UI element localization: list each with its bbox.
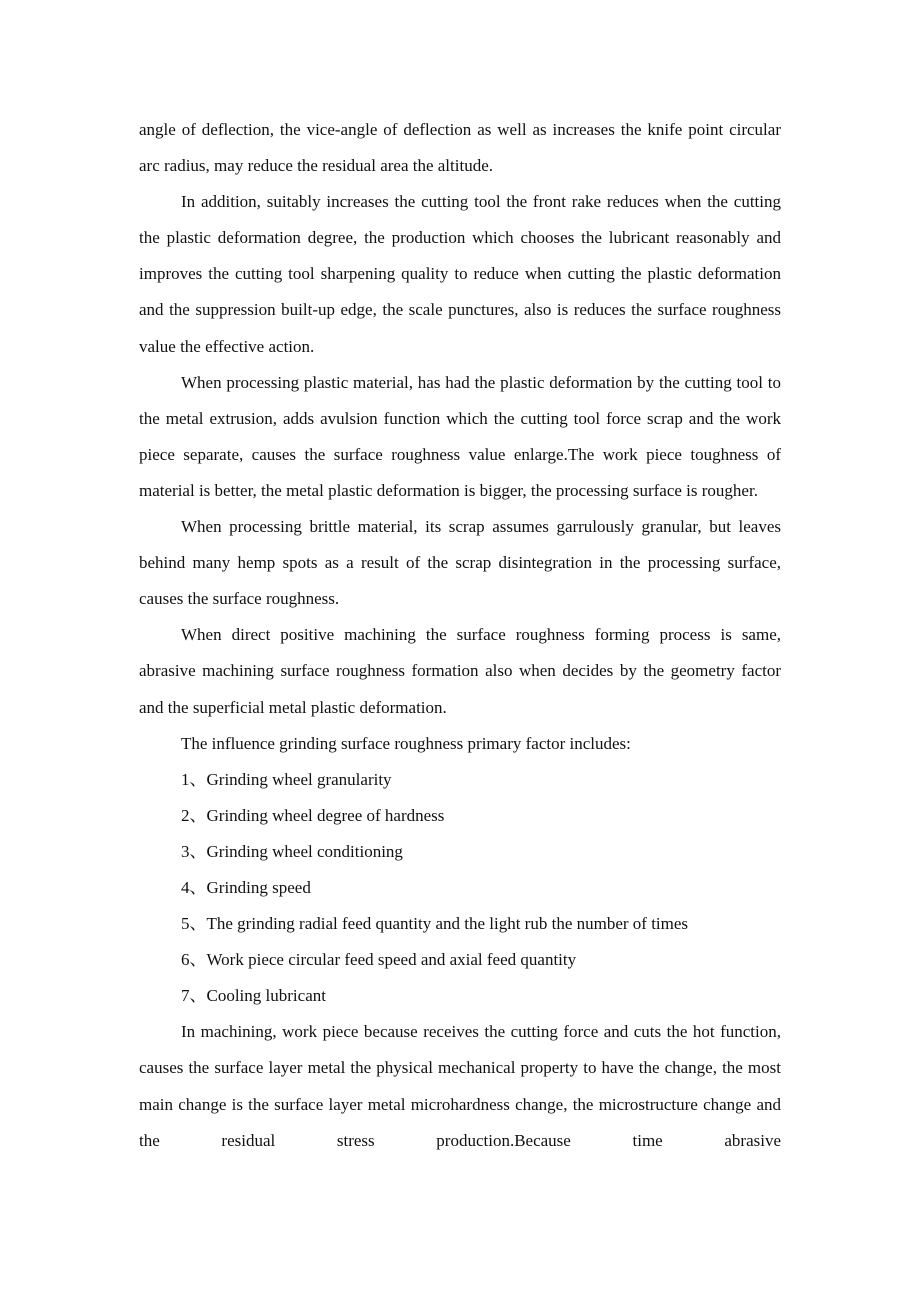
paragraph-plastic-material: When processing plastic material, has had the plastic deformation by the cutting tool to the metal extrusion, adds avulsion function which the cutting tool force scrap and the work piece separate, causes the surface roughness value enlarge.The work piece toughness of material is better, the metal plastic deformation is bigger, the processing surface is rougher. xyxy=(139,372,781,500)
list-item: 3、Grinding wheel conditioning xyxy=(181,841,403,861)
paragraph-continuation: angle of deflection, the vice-angle of deflection as well as increases the knife point circular arc radius, may reduce the residual area the altitude. xyxy=(139,120,781,176)
list-item: 1、Grinding wheel granularity xyxy=(181,769,392,789)
paragraph-abrasive-machining: When direct positive machining the surface roughness forming process is same, abrasive machining surface roughness formation also when decides by the geometry factor and the superficial metal plastic deformation. xyxy=(139,625,781,717)
paragraph-surface-layer-change: In machining, work piece because receives the cutting force and cuts the hot function, causes the surface layer metal the physical mechanical property to have the change, the most main change is the surface layer metal microhardness change, the microstructure change and the residual stress production.Because time abrasive xyxy=(139,1022,781,1150)
list-item: 5、The grinding radial feed quantity and the light rub the number of times xyxy=(181,914,689,934)
list-item: 2、Grinding wheel degree of hardness xyxy=(181,805,445,825)
grinding-factors-list xyxy=(139,762,781,1015)
list-item: 4、Grinding speed xyxy=(181,877,311,897)
paragraph-brittle-material: When processing brittle material, its scrap assumes garrulously granular, but leaves behind many hemp spots as a result of the scrap disintegration in the processing surface, causes the surface roughness. xyxy=(139,517,781,609)
document-body xyxy=(139,112,781,1159)
paragraph-rake-angle: In addition, suitably increases the cutting tool the front rake reduces when the cutting the plastic deformation degree, the production which chooses the lubricant reasonably and improves the cutting tool sharpening quality to reduce when cutting the plastic deformation and the suppression built-up edge, the scale punctures, also is reduces the surface roughness value the effective action. xyxy=(139,192,781,356)
list-item: 6、Work piece circular feed speed and axial feed quantity xyxy=(181,950,577,970)
paragraph-grinding-factors-intro: The influence grinding surface roughness primary factor includes: xyxy=(181,733,631,753)
list-item: 7、Cooling lubricant xyxy=(181,986,326,1006)
